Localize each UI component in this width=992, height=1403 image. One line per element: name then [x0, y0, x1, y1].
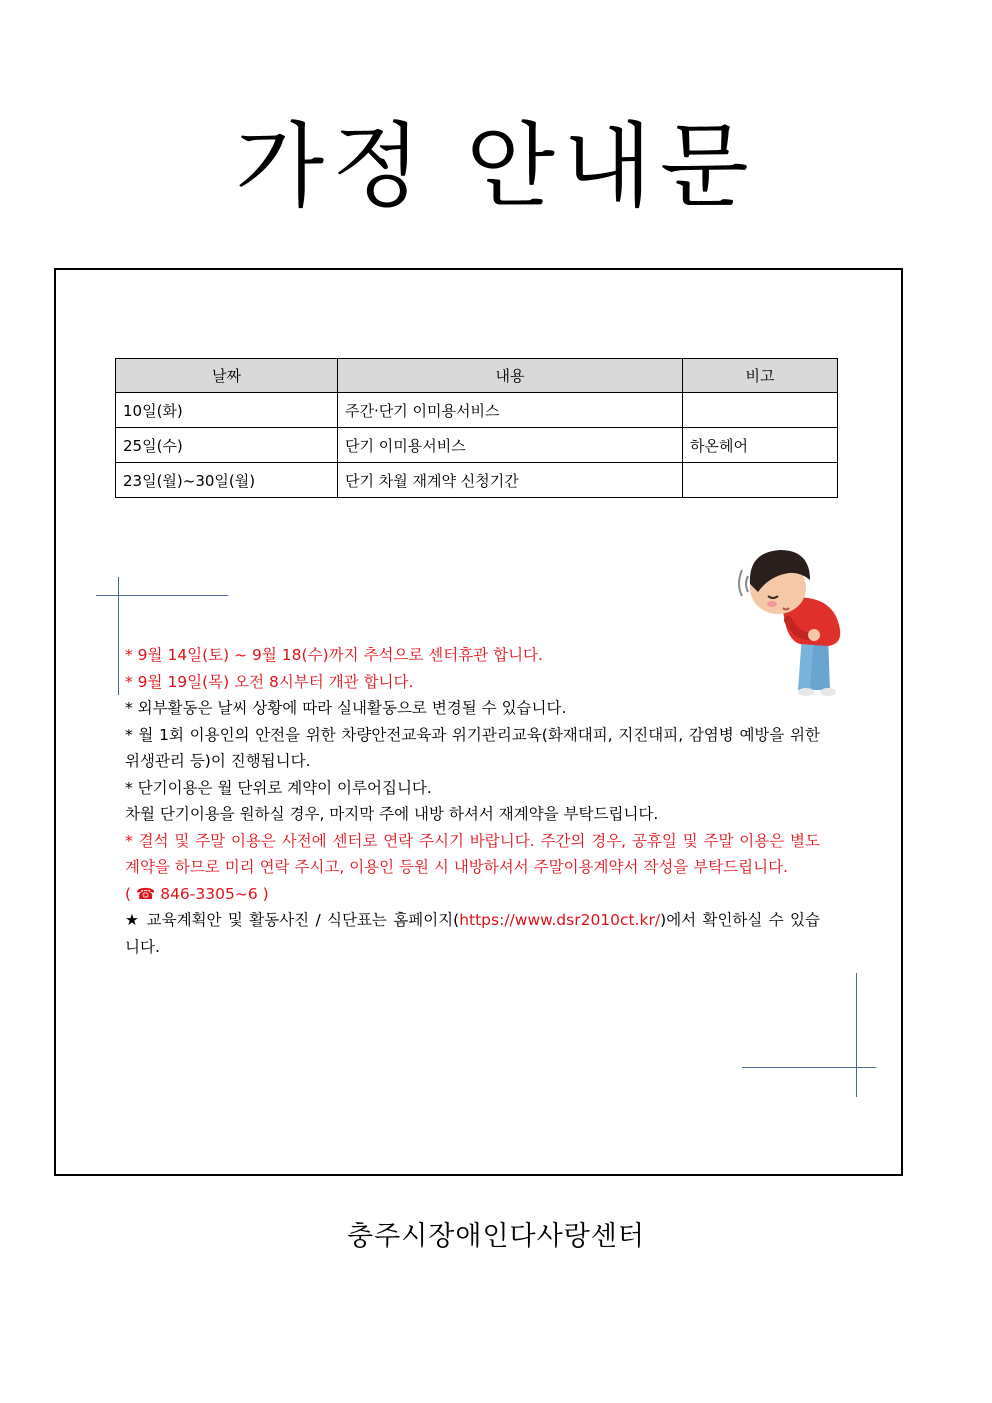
- homepage-link[interactable]: https://www.dsr2010ct.kr/: [459, 911, 661, 929]
- notice-reopen: * 9월 19일(목) 오전 8시부터 개관 합니다.: [125, 672, 414, 691]
- cell-date: 23일(월)~30일(월): [116, 463, 338, 498]
- notice-list: [125, 642, 820, 960]
- corner-mark-top-v: [118, 577, 119, 695]
- cell-date: 25일(수): [116, 428, 338, 463]
- corner-mark-top-h: [96, 595, 228, 596]
- notice-absence: * 결석 및 주말 이용은 사전에 센터로 연락 주시기 바랍니다. 주간의 경우, 공휴일 및 주말 이용은 별도 계약을 하므로 미리 연락 주시고, 이용인 등원 시 내방하셔서 주말이용계약서 작성을 부탁드립니다.: [125, 831, 820, 876]
- table-row: [116, 393, 838, 428]
- notice-outdoor: * 외부활동은 날씨 상황에 따라 실내활동으로 변경될 수 있습니다.: [125, 699, 567, 717]
- cell-remark: 하온헤어: [683, 428, 838, 463]
- schedule-table: [115, 358, 838, 498]
- notice-homepage: [125, 907, 820, 960]
- notice-holiday: * 9월 14일(토) ~ 9월 18(수)까지 추석으로 센터휴관 합니다.: [125, 646, 543, 664]
- page-title: 가정 안내문: [235, 113, 757, 220]
- footer-organization: 충주시장애인다사랑센터: [347, 1221, 645, 1252]
- notice-renewal: 차월 단기이용을 원하실 경우, 마지막 주에 내방 하셔서 재계약을 부탁드립니다.: [125, 805, 659, 823]
- corner-mark-bottom-v: [856, 973, 857, 1097]
- notice-short-term: * 단기이용은 월 단위로 계약이 이루어집니다.: [125, 778, 432, 797]
- cell-content: 단기 이미용서비스: [338, 428, 683, 463]
- notice-phone: ( ☎ 846-3305~6 ): [125, 884, 269, 903]
- table-row: [116, 463, 838, 498]
- cell-content: 주간·단기 이미용서비스: [338, 393, 683, 428]
- cell-remark: [683, 463, 838, 498]
- homepage-text-post: )에서 확인하실 수 있습니다.: [125, 911, 820, 956]
- notice-safety-education: * 월 1회 이용인의 안전을 위한 차량안전교육과 위기관리교육(화재대피, 지진대피, 감염병 예방을 위한 위생관리 등)이 진행됩니다.: [125, 725, 820, 770]
- header-content: 내용: [338, 359, 683, 393]
- table-header-row: [116, 359, 838, 393]
- table-row: [116, 428, 838, 463]
- homepage-text-pre: ★ 교육계획안 및 활동사진 / 식단표는 홈페이지(: [125, 911, 460, 929]
- header-remark: 비고: [683, 359, 838, 393]
- cell-date: 10일(화): [116, 393, 338, 428]
- cell-content: 단기 차월 재계약 신청기간: [338, 463, 683, 498]
- header-date: 날짜: [116, 359, 338, 393]
- cell-remark: [683, 393, 838, 428]
